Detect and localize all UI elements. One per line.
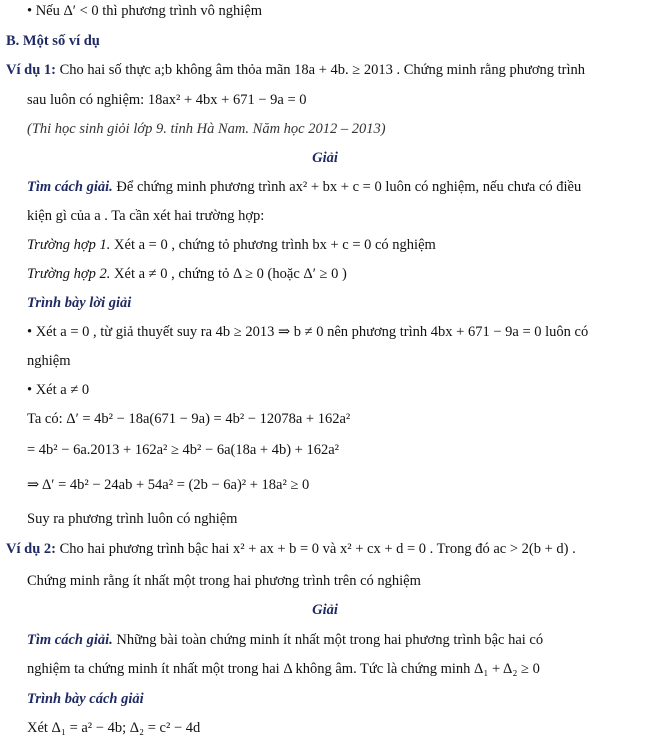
case-2	[27, 265, 347, 283]
case-1-label: Trường hợp 1.	[27, 237, 111, 253]
case-a-nonzero: • Xét a ≠ 0	[27, 382, 90, 398]
case-2-label: Trường hợp 2.	[27, 266, 111, 282]
delta-line-1: Ta có: Δ′ = 4b² − 18a(671 − 9a) = 4b² − 12078a + 162a²	[27, 411, 351, 427]
delta-definitions: Xét Δ₁ = a² − 4b; Δ₂ = c² − 4d	[27, 720, 201, 736]
solution-heading-1: Giải	[312, 150, 338, 166]
line-delta-negative: • Nếu Δ′ < 0 thì phương trình vô nghiệm	[27, 3, 262, 19]
approach-1-cont: kiện gì của a . Ta cần xét hai trường hợp:	[27, 208, 265, 224]
section-heading: B. Một số ví dụ	[6, 33, 100, 49]
approach-2	[27, 631, 543, 649]
example-2-cont: Chứng minh rằng ít nhất một trong hai phương trình trên có nghiệm	[27, 573, 421, 589]
approach-2-label: Tìm cách giải.	[27, 632, 113, 648]
delta-line-3: ⇒ Δ′ = 4b² − 24ab + 54a² = (2b − 6a)² + 18a² ≥ 0	[27, 477, 310, 493]
example-2-statement	[6, 540, 576, 558]
presentation-heading-1: Trình bày lời giải	[27, 295, 132, 311]
example-1-equation: sau luôn có nghiệm: 18ax² + 4bx + 671 − 9a = 0	[27, 92, 307, 108]
approach-1-text: Để chứng minh phương trình ax² + bx + c = 0 luôn có nghiệm, nếu chưa có điều	[112, 179, 582, 195]
approach-1-label: Tìm cách giải.	[27, 179, 113, 195]
case-a-zero: • Xét a = 0 , từ giả thuyết suy ra 4b ≥ 2013 ⇒ b ≠ 0 nên phương trình 4bx + 671 − 9a = 0 luôn có	[27, 324, 589, 340]
example-1-source: (Thi học sinh giỏi lớp 9. tỉnh Hà Nam. Năm học 2012 – 2013)	[27, 121, 386, 137]
example-2-text: Cho hai phương trình bậc hai x² + ax + b = 0 và x² + cx + d = 0 . Trong đó ac > 2(b + d) .	[55, 541, 576, 557]
case-2-text: Xét a ≠ 0 , chứng tỏ Δ ≥ 0 (hoặc Δ′ ≥ 0 )	[110, 266, 347, 282]
approach-2-text: Những bài toàn chứng minh ít nhất một trong hai phương trình bậc hai có	[112, 632, 544, 648]
example-1-text: Cho hai số thực a;b không âm thỏa mãn 18a + 4b. ≥ 2013 . Chứng minh rằng phương trình	[55, 62, 586, 78]
approach-1	[27, 178, 581, 196]
case-1-text: Xét a = 0 , chứng tỏ phương trình bx + c = 0 có nghiệm	[110, 237, 436, 253]
approach-2-cont: nghiệm ta chứng minh ít nhất một trong hai Δ không âm. Tức là chứng minh Δ₁ + Δ₂ ≥ 0	[27, 661, 540, 677]
example-1-label: Ví dụ 1:	[6, 62, 56, 78]
case-a-zero-cont: nghiệm	[27, 353, 71, 369]
conclusion-1: Suy ra phương trình luôn có nghiệm	[27, 511, 238, 527]
example-1-statement	[6, 61, 585, 79]
presentation-heading-2: Trình bày cách giải	[27, 691, 144, 707]
solution-heading-2: Giải	[312, 602, 338, 618]
example-2-label: Ví dụ 2:	[6, 541, 56, 557]
case-1	[27, 236, 436, 254]
delta-line-2: = 4b² − 6a.2013 + 162a² ≥ 4b² − 6a(18a + 4b) + 162a²	[27, 442, 339, 458]
